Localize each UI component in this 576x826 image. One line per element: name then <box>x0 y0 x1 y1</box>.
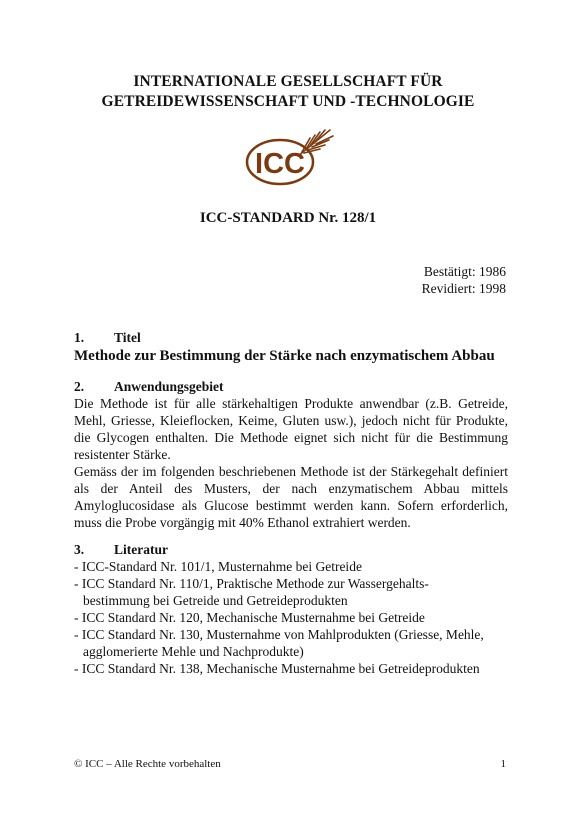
page-number: 1 <box>500 758 506 770</box>
section-literature <box>74 541 508 677</box>
paragraph: Die Methode ist für alle stärkehaltigen Produkte anwendbar (z.B. Getreide, Mehl, Griesse, Kleieflocken, Keime, Gluten usw.), jedoch nicht für Produkte, die Glycogen enthalten. Die Methode eignet sich nicht für die Bestimmung resistenter Stärke. <box>74 396 508 462</box>
page-footer <box>74 758 506 770</box>
section-heading-text: Titel <box>114 330 141 345</box>
confirmed-date: Bestätigt: 1986 <box>423 264 506 279</box>
logo-text: ICC <box>255 148 305 180</box>
date-block <box>422 263 506 297</box>
reference-item: agglomerierte Mehle und Nachprodukte) <box>83 644 304 659</box>
section-number: 2. <box>74 379 85 394</box>
standard-number: ICC-STANDARD Nr. 128/1 <box>199 210 377 226</box>
reference-item: - ICC Standard Nr. 130, Musternahme von Mahlprodukten (Griesse, Mehle, <box>74 627 484 642</box>
section-title <box>74 329 508 366</box>
icc-logo <box>240 128 340 192</box>
section-heading-text: Literatur <box>114 542 168 557</box>
method-title: Methode zur Bestimmung der Stärke nach enzymatischem Abbau <box>74 348 495 364</box>
section-number: 3. <box>74 542 85 557</box>
reference-item: - ICC Standard Nr. 138, Mechanische Musternahme bei Getreideprodukten <box>74 661 480 676</box>
section-heading <box>74 541 508 558</box>
section-number: 1. <box>74 330 85 345</box>
paragraph: Gemäss der im folgenden beschriebenen Methode ist der Stärkegehalt definiert als der Anteil des Musters, der nach enzymatischem Abbau mittels Amyloglucosidase als Glucose bestimmt werden kann. Sofern erforderlich, muss die Probe vorgängig mit 40% Ethanol extrahiert werden. <box>74 464 508 530</box>
revised-date: Revidiert: 1998 <box>421 281 506 296</box>
section-heading <box>74 329 508 346</box>
reference-item: - ICC-Standard Nr. 101/1, Musternahme bei Getreide <box>74 559 362 574</box>
copyright-notice: © ICC – Alle Rechte vorbehalten <box>74 758 221 770</box>
reference-item: bestimmung bei Getreide und Getreideprodukten <box>83 593 348 608</box>
organization-name <box>0 72 576 112</box>
reference-item: - ICC Standard Nr. 120, Mechanische Musternahme bei Getreide <box>74 610 425 625</box>
section-heading <box>74 378 508 395</box>
section-heading-text: Anwendungsgebiet <box>114 379 224 394</box>
org-line-2: GETREIDEWISSENSCHAFT UND -TECHNOLOGIE <box>101 93 475 110</box>
reference-item: - ICC Standard Nr. 110/1, Praktische Methode zur Wassergehalts- <box>74 576 429 591</box>
org-line-1: INTERNATIONALE GESELLSCHAFT FÜR <box>133 73 443 90</box>
section-scope <box>74 378 508 531</box>
